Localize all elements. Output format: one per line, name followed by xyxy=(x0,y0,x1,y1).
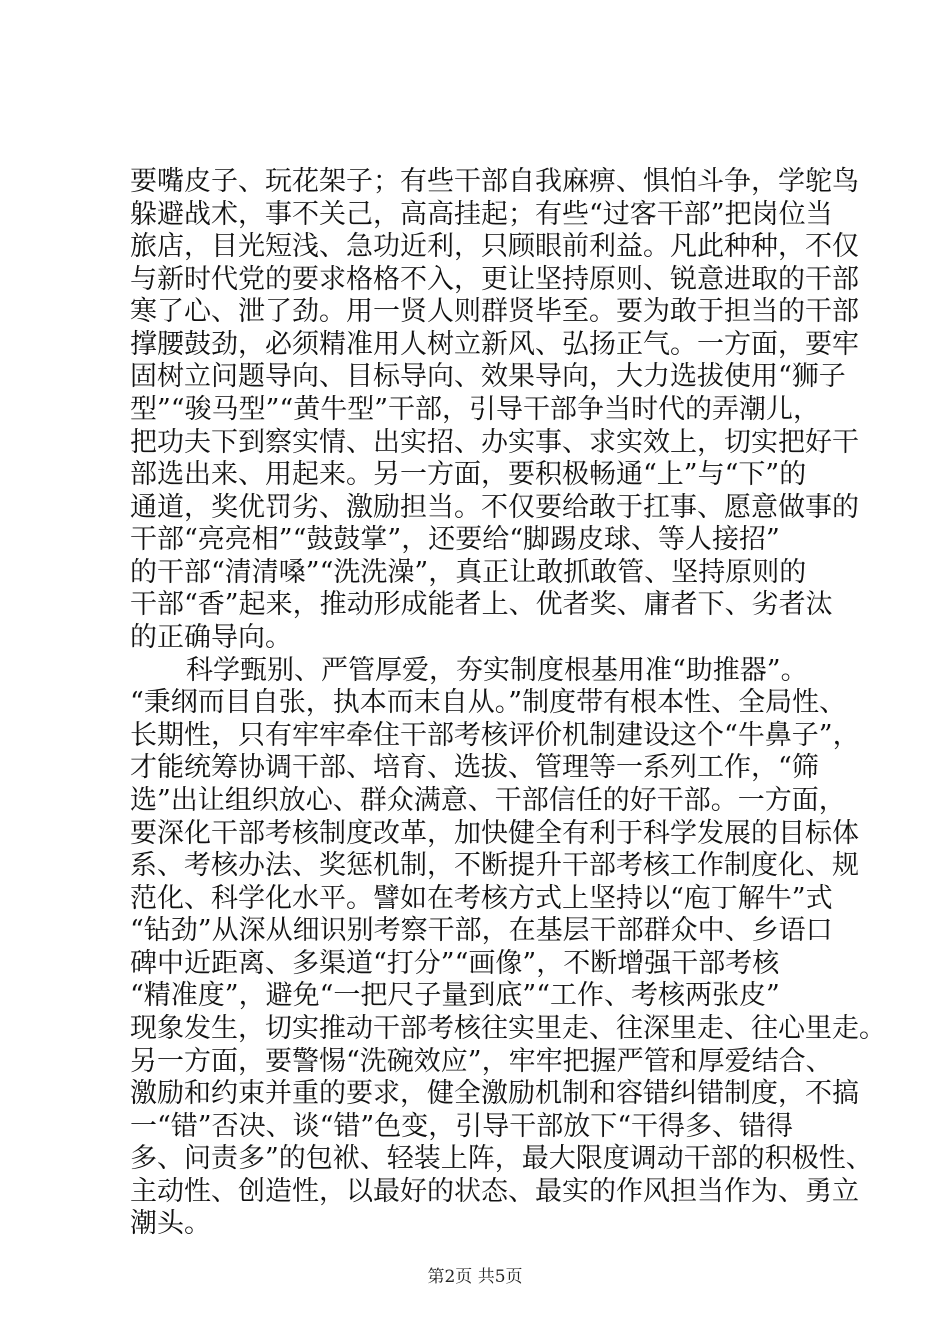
text-line: 要深化干部考核制度改革，加快健全有利于科学发展的目标体 xyxy=(130,818,859,849)
text-line: 干部“亮亮相”“鼓鼓掌”，还要给“脚踢皮球、等人接招” xyxy=(130,524,780,555)
text-line: 现象发生，切实推动干部考核往实里走、往深里走、往心里走。 xyxy=(130,1013,886,1044)
text-line: 另一方面，要警惕“洗碗效应”，牢牢把握严管和厚爱结合、 xyxy=(130,1046,833,1077)
text-line: 把功夫下到察实情、出实招、办实事、求实效上，切实把好干 xyxy=(130,427,859,458)
text-line: 的干部“清清嗓”“洗洗澡”，真正让敢抓敢管、坚持原则的 xyxy=(130,557,807,588)
text-line: “钻劲”从深从细识别考察干部，在基层干部群众中、乡语口 xyxy=(130,915,833,946)
text-line: 要嘴皮子、玩花架子；有些干部自我麻痹、惧怕斗争，学鸵鸟 xyxy=(130,166,859,197)
text-line: 一“错”否决、谈“错”色变，引导干部放下“干得多、错得 xyxy=(130,1111,794,1142)
text-line: 才能统筹协调干部、培育、选拔、管理等一系列工作，“筛 xyxy=(130,752,819,783)
text-line: 通道，奖优罚劣、激励担当。不仅要给敢于扛事、愿意做事的 xyxy=(130,492,859,523)
text-line: 撑腰鼓劲，必须精准用人树立新风、弘扬正气。一方面，要牢 xyxy=(130,329,859,360)
text-line: 的正确导向。 xyxy=(130,622,292,653)
text-line: 长期性，只有牢牢牵住干部考核评价机制建设这个“牛鼻子”， xyxy=(130,720,860,751)
page-footer: 第2页 共5页 xyxy=(427,1267,523,1287)
text-line: 多、问责多”的包袱、轻装上阵，最大限度调动干部的积极性、 xyxy=(130,1143,873,1174)
text-line: 激励和约束并重的要求，健全激励机制和容错纠错制度，不搞 xyxy=(130,1078,859,1109)
text-line: 与新时代党的要求格格不入，更让坚持原则、锐意进取的干部 xyxy=(130,264,859,295)
text-line: “秉纲而目自张，执本而末自从。”制度带有根本性、全局性、 xyxy=(130,687,847,718)
text-line: 部选出来、用起来。另一方面，要积极畅通“上”与“下”的 xyxy=(130,459,807,490)
text-line: “精准度”，避免“一把尺子量到底”“工作、考核两张皮” xyxy=(130,980,780,1011)
text-line: 主动性、创造性，以最好的状态、最实的作风担当作为、勇立 xyxy=(130,1176,859,1207)
text-line: 范化、科学化水平。譬如在考核方式上坚持以“庖丁解牛”式 xyxy=(130,883,833,914)
text-line: 躲避战术，事不关己，高高挂起；有些“过客干部”把岗位当 xyxy=(130,199,833,230)
text-line: 寒了心、泄了劲。用一贤人则群贤毕至。要为敢于担当的干部 xyxy=(130,296,859,327)
text-line: 旅店，目光短浅、急功近利，只顾眼前利益。凡此种种，不仅 xyxy=(130,231,859,262)
text-line: 系、考核办法、奖惩机制，不断提升干部考核工作制度化、规 xyxy=(130,850,859,881)
text-line: 碑中近距离、多渠道“打分”“画像”，不断增强干部考核 xyxy=(130,948,780,979)
paragraph-first-line: 科学甄别、严管厚爱，夯实制度根基用准“助推器”。 xyxy=(186,655,808,686)
text-line: 选”出让组织放心、群众满意、干部信任的好干部。一方面， xyxy=(130,785,846,816)
text-line: 潮头。 xyxy=(130,1208,211,1239)
text-line: 固树立问题导向、目标导向、效果导向，大力选拔使用“狮子 xyxy=(130,361,846,392)
text-line: 型”“骏马型”“黄牛型”干部，引导干部争当时代的弄潮儿， xyxy=(130,394,821,425)
text-line: 干部“香”起来，推动形成能者上、优者奖、庸者下、劣者汰 xyxy=(130,589,833,620)
